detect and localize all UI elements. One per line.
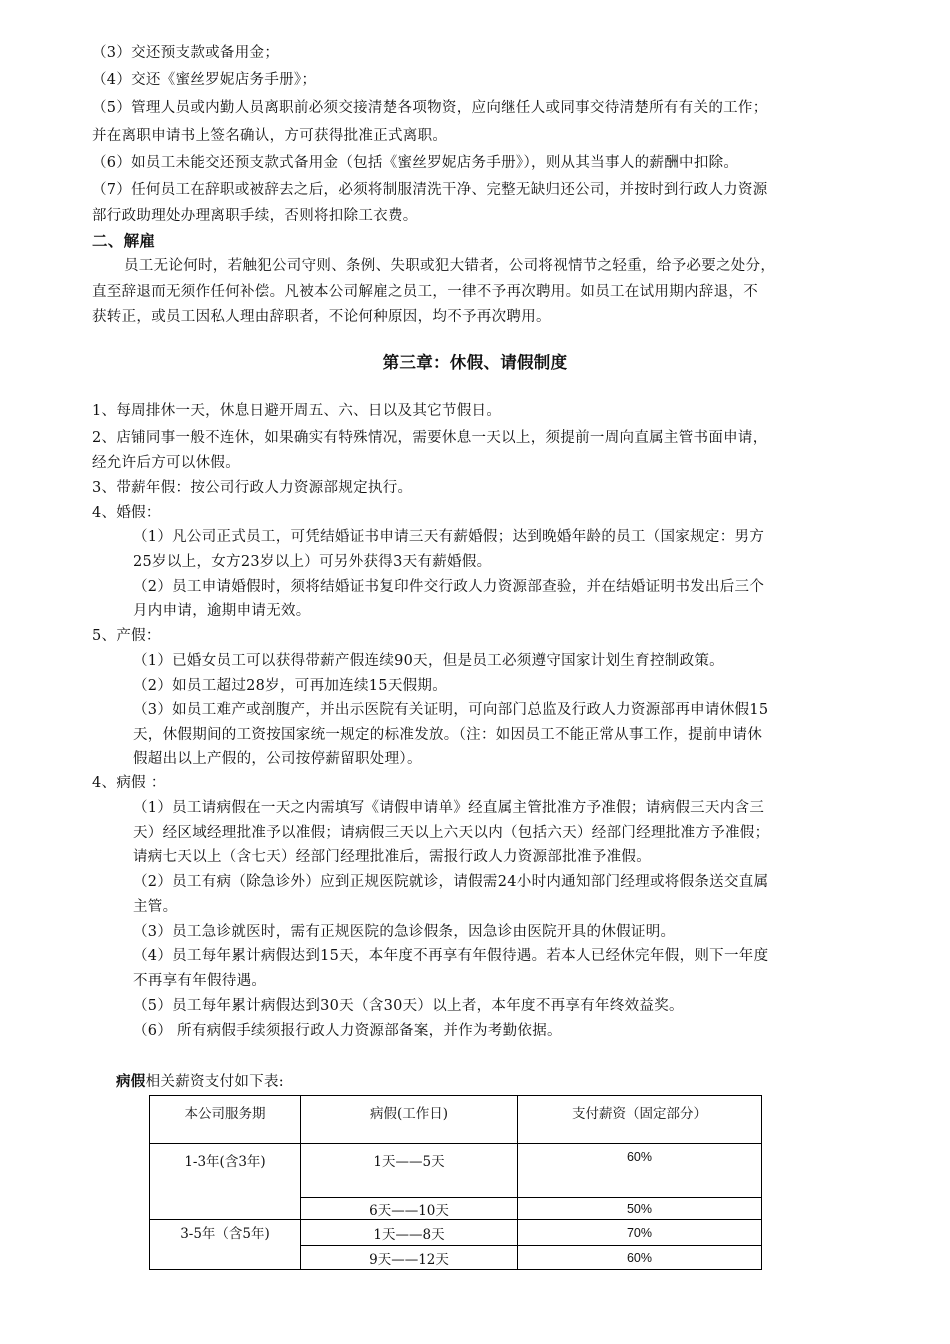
text-line: （6）如员工未能交还预支款式备用金（包括《蜜丝罗妮店务手册》），则从其当事人的薪酬中扣除。 [92,155,739,171]
table-cell-days: 1天——8天 [301,1220,518,1246]
text-line: 主管。 [133,899,178,915]
text-line: 25岁以上，女方23岁以上）可另外获得3天有薪婚假。 [133,554,492,570]
text-line: 天，休假期间的工资按国家统一规定的标准发放。（注：如因员工不能正常从事工作，提前申请休 [133,727,763,743]
table-cell-pay: 70% [518,1220,762,1246]
text-line: （1）已婚女员工可以获得带薪产假连续90天，但是员工必须遵守国家计划生育控制政策。 [133,653,724,669]
text-line: 2、店铺同事一般不连休，如果确实有特殊情况，需要休息一天以上，须提前一周向直属主管书面申请， [92,430,768,446]
table-cell-days: 1天——5天 [301,1144,518,1198]
text-line: （6） 所有病假手续须报行政人力资源部备案，并作为考勤依据。 [133,1023,562,1039]
text-line: 获转正，或员工因私人理由辞职者，不论何种原因，均不予再次聘用。 [92,309,551,325]
chapter-title: 第三章：休假、请假制度 [382,353,568,372]
table-header: 支付薪资（固定部分） [518,1096,762,1144]
text-line: 4、婚假： [92,505,161,521]
table-header: 本公司服务期 [150,1096,301,1144]
table-cell-days: 9天——12天 [301,1246,518,1270]
table-cell-pay: 60% [518,1144,762,1198]
table-caption-text: 相关薪资支付如下表: [145,1074,284,1090]
table-caption [116,1072,284,1092]
text-line: （4）员工每年累计病假达到15天，本年度不再享有年假待遇。若本人已经休完年假，则下一年度 [133,948,769,964]
text-line: 直至辞退而无须作任何补偿。凡被本公司解雇之员工，一律不予再次聘用。如员工在试用期内辞退，不 [92,284,758,300]
table-caption-bold: 病假 [116,1073,146,1090]
sick-pay-table [149,1095,762,1270]
text-line: （5）管理人员或内勤人员离职前必须交接清楚各项物资，应向继任人或同事交待清楚所有有关的工作； [92,100,768,116]
text-line: 员工无论何时，若触犯公司守则、条例、失职或犯大错者，公司将视情节之轻重，给予必要之处分， [124,258,776,274]
text-line: 部行政助理处办理离职手续，否则将扣除工衣费。 [92,208,418,224]
text-line: （3）员工急诊就医时，需有正规医院的急诊假条，因急诊由医院开具的休假证明。 [133,924,676,940]
text-line: （4）交还《蜜丝罗妮店务手册》； [92,72,317,88]
text-line: （3）如员工难产或剖腹产，并出示医院有关证明，可向部门总监及行政人力资源部再申请休假15 [133,702,769,718]
table-cell-pay: 60% [518,1246,762,1270]
text-line: （7）任何员工在辞职或被辞去之后，必须将制服清洗干净、完整无缺归还公司，并按时到行政人力资源 [92,182,768,198]
section-heading: 二、解雇 [92,232,156,250]
text-line: 不再享有年假待遇。 [133,973,267,989]
text-line: 天）经区域经理批准予以准假；请病假三天以上六天以内（包括六天）经部门经理批准方予准假； [133,825,770,841]
table-row [150,1220,762,1246]
table-cell-days: 6天——10天 [301,1198,518,1220]
text-line: 3、带薪年假：按公司行政人力资源部规定执行。 [92,480,413,496]
text-line: （1）员工请病假在一天之内需填写《请假申请单》经直属主管批准方予准假；请病假三天内含三 [133,800,765,816]
table-cell-period: 1-3年(含3年) [150,1144,301,1220]
text-line: 经允许后方可以休假。 [92,455,240,471]
text-line: （1）凡公司正式员工，可凭结婚证书申请三天有薪婚假；达到晚婚年龄的员工（国家规定：男方 [133,529,765,545]
table-row [150,1144,762,1198]
text-line: 4、病假 ： [92,775,166,791]
text-line: （2）员工有病（除急诊外）应到正规医院就诊，请假需24小时内通知部门经理或将假条送交直属 [133,874,769,890]
text-line: 假超出以上产假的，公司按停薪留职处理）。 [133,751,422,767]
table-cell-period: 3-5年（含5年) [150,1220,301,1270]
text-line: （3）交还预支款或备用金； [92,45,280,61]
text-line: （2）员工申请婚假时，须将结婚证书复印件交行政人力资源部查验，并在结婚证明书发出后三个 [133,579,765,595]
text-line: 请病七天以上（含七天）经部门经理批准后，需报行政人力资源部批准予准假。 [133,849,651,865]
text-line: 并在离职申请书上签名确认，方可获得批准正式离职。 [92,128,448,144]
table-header: 病假(工作日) [301,1096,518,1144]
text-line: （5）员工每年累计病假达到30天（含30天）以上者，本年度不再享有年终效益奖。 [133,998,684,1014]
text-line: 月内申请，逾期申请无效。 [133,603,311,619]
table-cell-pay: 50% [518,1198,762,1220]
text-line: 5、产假： [92,628,161,644]
text-line: 1、每周排休一天，休息日避开周五、六、日以及其它节假日。 [92,403,502,419]
text-line: （2）如员工超过28岁，可再加连续15天假期。 [133,678,448,694]
